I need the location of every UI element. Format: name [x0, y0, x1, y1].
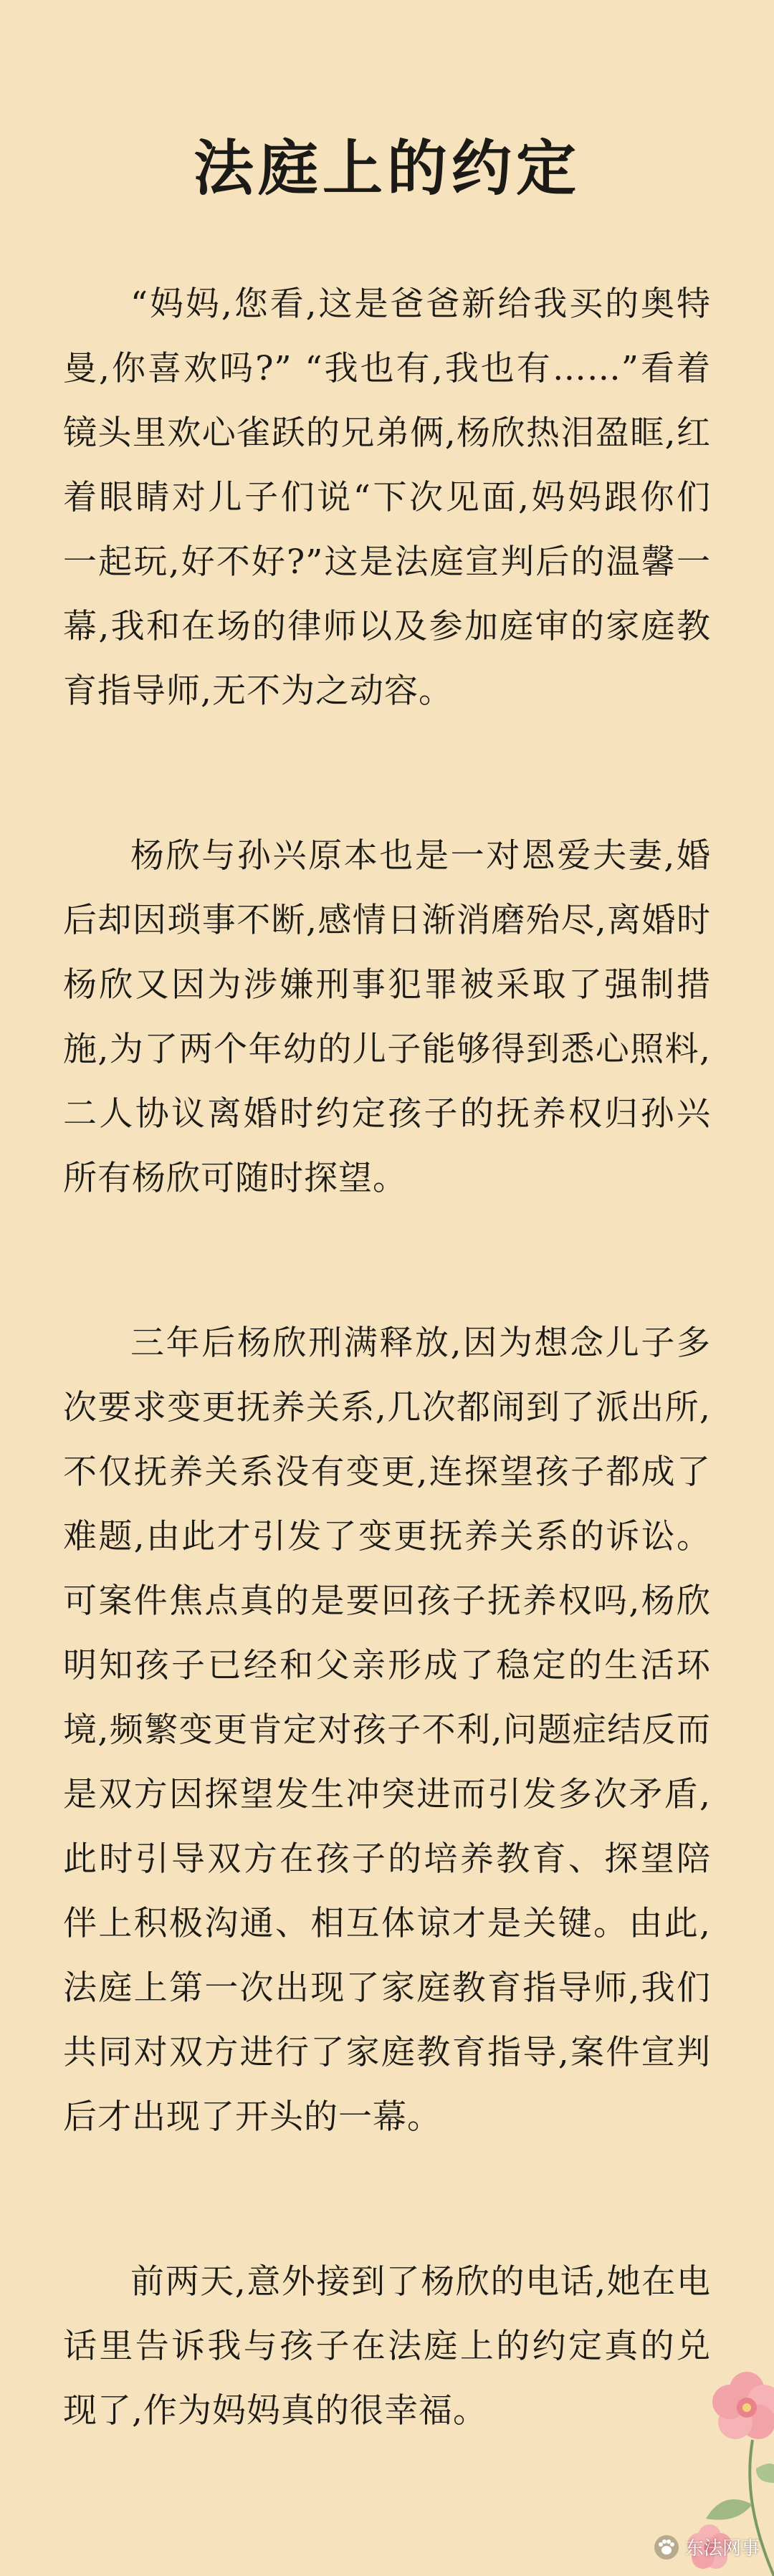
- paw-icon: [654, 2534, 679, 2560]
- paragraph-1: “妈妈,您看,这是爸爸新给我买的奥特曼,你喜欢吗?” “我也有,我也有……”看着镜头里欢心雀跃的兄弟俩,杨欣热泪盈眶,红着眼睛对儿子们说“下次见面,妈妈跟你们一起玩,好不好?”这是法庭宣判后的温馨一幕,我和在场的律师以及参加庭审的家庭教育指导师,无不为之动容。: [63, 284, 711, 711]
- watermark: [654, 2534, 760, 2560]
- watermark-text: 东法网事: [684, 2537, 760, 2559]
- article-title: 法庭上的约定: [193, 133, 580, 204]
- paragraph-2: 杨欣与孙兴原本也是一对恩爱夫妻,婚后却因琐事不断,感情日渐消磨殆尽,离婚时杨欣又因为涉嫌刑事犯罪被采取了强制措施,为了两个年幼的儿子能够得到悉心照料,二人协议离婚时约定孩子的抚养权归孙兴所有杨欣可随时探望。: [63, 836, 711, 1198]
- article-body: [63, 272, 711, 2544]
- paragraph-3: 三年后杨欣刑满释放,因为想念儿子多次要求变更抚养关系,几次都闹到了派出所,不仅抚养关系没有变更,连探望孩子都成了难题,由此才引发了变更抚养关系的诉讼。可案件焦点真的是要回孩子抚养权吗,杨欣明知孩子已经和父亲形成了稳定的生活环境,频繁变更肯定对孩子不利,问题症结反而是双方因探望发生冲突进而引发多次矛盾,此时引导双方在孩子的培养教育、探望陪伴上积极沟通、相互体谅才是关键。由此,法庭上第一次出现了家庭教育指导师,我们共同对双方进行了家庭教育指导,案件宣判后才出现了开头的一幕。: [63, 1323, 711, 2137]
- paragraph-4: 前两天,意外接到了杨欣的电话,她在电话里告诉我与孩子在法庭上的约定真的兑现了,作为妈妈真的很幸福。: [63, 2262, 711, 2431]
